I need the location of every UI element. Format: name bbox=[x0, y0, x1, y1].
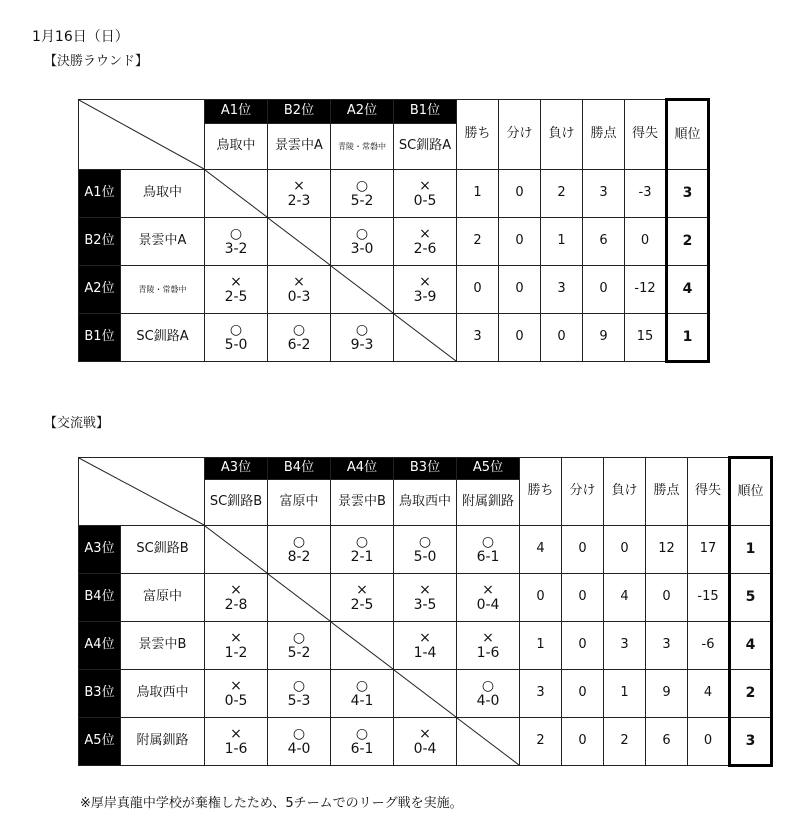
result-mark: × bbox=[230, 725, 242, 742]
match-result bbox=[394, 170, 457, 218]
result-mark: ○ bbox=[292, 321, 306, 338]
stat-cell: 9 bbox=[583, 314, 625, 362]
stat-cell: 1 bbox=[457, 170, 499, 218]
col-pos-header: A5位 bbox=[457, 458, 520, 480]
result-mark: × bbox=[419, 581, 431, 598]
corner-cell bbox=[79, 100, 205, 170]
stat-cell: 0 bbox=[562, 718, 604, 766]
result-score: 4-1 bbox=[350, 692, 374, 709]
result-score: 8-2 bbox=[287, 548, 311, 565]
match-result bbox=[205, 622, 268, 670]
stat-cell: 3 bbox=[520, 670, 562, 718]
col-team-name: 青陵・常磐中 bbox=[331, 124, 394, 170]
footnote: ※厚岸真龍中学校が棄権したため、5チームでのリーグ戦を実施。 bbox=[80, 796, 463, 811]
stat-cell: 2 bbox=[604, 718, 646, 766]
match-result bbox=[331, 170, 394, 218]
result-score: 0-4 bbox=[476, 596, 500, 613]
col-pos-header: A4位 bbox=[331, 458, 394, 480]
table-row bbox=[79, 526, 772, 574]
stat-cell: 6 bbox=[583, 218, 625, 266]
result-score: 4-0 bbox=[476, 692, 500, 709]
match-result bbox=[457, 670, 520, 718]
row-team-name: 青陵・常磐中 bbox=[121, 266, 205, 314]
stat-cell: 15 bbox=[625, 314, 667, 362]
result-mark: × bbox=[419, 273, 431, 290]
match-result bbox=[268, 670, 331, 718]
result-mark: ○ bbox=[292, 533, 306, 550]
col-pos-header: B3位 bbox=[394, 458, 457, 480]
stat-header: 負け bbox=[604, 458, 646, 526]
rank-cell: 1 bbox=[667, 314, 709, 362]
row-pos: A1位 bbox=[79, 170, 121, 218]
stat-header: 勝ち bbox=[520, 458, 562, 526]
row-team-name: 鳥取中 bbox=[121, 170, 205, 218]
final-round-title: 【決勝ラウンド】 bbox=[44, 54, 149, 69]
stat-cell: 0 bbox=[625, 218, 667, 266]
match-result bbox=[331, 314, 394, 362]
self-cell bbox=[394, 670, 457, 718]
row-pos: B2位 bbox=[79, 218, 121, 266]
rank-cell: 3 bbox=[667, 170, 709, 218]
result-mark: ○ bbox=[229, 225, 243, 242]
stat-header: 得失 bbox=[625, 100, 667, 170]
match-result bbox=[331, 526, 394, 574]
stat-cell: 0 bbox=[646, 574, 688, 622]
result-score: 5-0 bbox=[413, 548, 437, 565]
table-row bbox=[79, 266, 709, 314]
result-mark: ○ bbox=[355, 677, 369, 694]
result-score: 1-4 bbox=[413, 644, 437, 661]
stat-cell: 3 bbox=[457, 314, 499, 362]
row-pos: B1位 bbox=[79, 314, 121, 362]
stat-cell: 0 bbox=[457, 266, 499, 314]
stat-cell: 0 bbox=[562, 622, 604, 670]
match-result bbox=[205, 718, 268, 766]
result-score: 3-0 bbox=[350, 240, 374, 257]
table-row bbox=[79, 314, 709, 362]
result-score: 2-1 bbox=[350, 548, 374, 565]
result-score: 0-5 bbox=[224, 692, 248, 709]
result-mark: ○ bbox=[355, 225, 369, 242]
match-result bbox=[457, 622, 520, 670]
result-score: 1-6 bbox=[224, 740, 248, 757]
result-score: 0-5 bbox=[413, 192, 437, 209]
result-score: 2-8 bbox=[224, 596, 248, 613]
exchange-table bbox=[78, 456, 773, 767]
rank-cell: 4 bbox=[730, 622, 772, 670]
match-result bbox=[331, 718, 394, 766]
stat-cell: 1 bbox=[520, 622, 562, 670]
col-pos-header: B2位 bbox=[268, 100, 331, 124]
match-result bbox=[205, 218, 268, 266]
stat-cell: 0 bbox=[688, 718, 730, 766]
col-pos-header: A1位 bbox=[205, 100, 268, 124]
stat-header: 得失 bbox=[688, 458, 730, 526]
stat-header: 勝ち bbox=[457, 100, 499, 170]
result-mark: ○ bbox=[418, 533, 432, 550]
self-cell bbox=[457, 718, 520, 766]
result-mark: ○ bbox=[292, 725, 306, 742]
match-result bbox=[268, 718, 331, 766]
stat-header: 順位 bbox=[730, 458, 772, 526]
row-team-name: 富原中 bbox=[121, 574, 205, 622]
col-team-name: SC釧路A bbox=[394, 124, 457, 170]
stat-cell: 0 bbox=[499, 266, 541, 314]
result-mark: × bbox=[230, 581, 242, 598]
match-result bbox=[331, 670, 394, 718]
match-result bbox=[268, 526, 331, 574]
stat-cell: 0 bbox=[562, 574, 604, 622]
result-score: 2-5 bbox=[224, 288, 248, 305]
stat-cell: 9 bbox=[646, 670, 688, 718]
result-score: 6-2 bbox=[287, 336, 311, 353]
rank-cell: 3 bbox=[730, 718, 772, 766]
stat-cell: 2 bbox=[457, 218, 499, 266]
result-score: 3-9 bbox=[413, 288, 437, 305]
match-result bbox=[268, 266, 331, 314]
stat-cell: 0 bbox=[562, 670, 604, 718]
rank-cell: 1 bbox=[730, 526, 772, 574]
row-pos: A4位 bbox=[79, 622, 121, 670]
result-score: 3-5 bbox=[413, 596, 437, 613]
stat-cell: 3 bbox=[646, 622, 688, 670]
table-row bbox=[79, 670, 772, 718]
match-result bbox=[268, 622, 331, 670]
exchange-title: 【交流戦】 bbox=[44, 416, 110, 431]
self-cell bbox=[268, 218, 331, 266]
result-mark: ○ bbox=[292, 677, 306, 694]
stat-cell: 0 bbox=[499, 170, 541, 218]
col-team-name: 附属釧路 bbox=[457, 480, 520, 526]
result-mark: × bbox=[293, 273, 305, 290]
result-mark: × bbox=[356, 581, 368, 598]
table-row bbox=[79, 718, 772, 766]
stat-cell: 4 bbox=[688, 670, 730, 718]
result-mark: ○ bbox=[355, 533, 369, 550]
stat-cell: 1 bbox=[541, 218, 583, 266]
stat-cell: -12 bbox=[625, 266, 667, 314]
result-mark: × bbox=[419, 177, 431, 194]
stat-header: 勝点 bbox=[583, 100, 625, 170]
self-cell bbox=[394, 314, 457, 362]
stat-cell: 3 bbox=[604, 622, 646, 670]
stat-cell: -6 bbox=[688, 622, 730, 670]
result-score: 9-3 bbox=[350, 336, 374, 353]
rank-cell: 4 bbox=[667, 266, 709, 314]
result-mark: × bbox=[419, 725, 431, 742]
match-result bbox=[394, 266, 457, 314]
stat-cell: -3 bbox=[625, 170, 667, 218]
stat-cell: 3 bbox=[541, 266, 583, 314]
result-mark: × bbox=[293, 177, 305, 194]
result-score: 5-2 bbox=[350, 192, 374, 209]
stat-cell: -15 bbox=[688, 574, 730, 622]
result-mark: × bbox=[230, 273, 242, 290]
stat-cell: 1 bbox=[604, 670, 646, 718]
row-team-name: 附属釧路 bbox=[121, 718, 205, 766]
result-mark: × bbox=[419, 629, 431, 646]
row-pos: A3位 bbox=[79, 526, 121, 574]
row-team-name: 鳥取西中 bbox=[121, 670, 205, 718]
stat-cell: 0 bbox=[499, 218, 541, 266]
stat-cell: 4 bbox=[604, 574, 646, 622]
rank-cell: 5 bbox=[730, 574, 772, 622]
match-result bbox=[205, 314, 268, 362]
match-result bbox=[394, 622, 457, 670]
col-team-name: 鳥取西中 bbox=[394, 480, 457, 526]
row-team-name: SC釧路A bbox=[121, 314, 205, 362]
result-score: 2-3 bbox=[287, 192, 311, 209]
table-row bbox=[79, 574, 772, 622]
stat-cell: 6 bbox=[646, 718, 688, 766]
stat-cell: 0 bbox=[541, 314, 583, 362]
table-row bbox=[79, 170, 709, 218]
rank-cell: 2 bbox=[730, 670, 772, 718]
col-team-name: 景雲中B bbox=[331, 480, 394, 526]
final-round-table bbox=[78, 98, 710, 363]
result-score: 4-0 bbox=[287, 740, 311, 757]
match-result bbox=[457, 526, 520, 574]
result-score: 1-6 bbox=[476, 644, 500, 661]
table-row bbox=[79, 622, 772, 670]
result-score: 1-2 bbox=[224, 644, 248, 661]
stat-cell: 2 bbox=[541, 170, 583, 218]
result-mark: ○ bbox=[481, 533, 495, 550]
row-pos: A5位 bbox=[79, 718, 121, 766]
match-result bbox=[268, 170, 331, 218]
result-score: 3-2 bbox=[224, 240, 248, 257]
result-mark: ○ bbox=[355, 725, 369, 742]
result-score: 6-1 bbox=[350, 740, 374, 757]
stat-header: 分け bbox=[562, 458, 604, 526]
result-mark: ○ bbox=[355, 177, 369, 194]
stat-header: 勝点 bbox=[646, 458, 688, 526]
match-result bbox=[331, 574, 394, 622]
result-score: 0-4 bbox=[413, 740, 437, 757]
stat-header: 負け bbox=[541, 100, 583, 170]
stat-cell: 17 bbox=[688, 526, 730, 574]
col-team-name: 景雲中A bbox=[268, 124, 331, 170]
match-result bbox=[268, 314, 331, 362]
self-cell bbox=[268, 574, 331, 622]
result-mark: × bbox=[419, 225, 431, 242]
result-mark: ○ bbox=[292, 629, 306, 646]
self-cell bbox=[331, 622, 394, 670]
match-result bbox=[205, 266, 268, 314]
col-pos-header: A2位 bbox=[331, 100, 394, 124]
match-result bbox=[394, 218, 457, 266]
stat-cell: 2 bbox=[520, 718, 562, 766]
result-mark: ○ bbox=[481, 677, 495, 694]
col-team-name: SC釧路B bbox=[205, 480, 268, 526]
stat-cell: 12 bbox=[646, 526, 688, 574]
match-result bbox=[205, 670, 268, 718]
col-team-name: 富原中 bbox=[268, 480, 331, 526]
row-team-name: 景雲中B bbox=[121, 622, 205, 670]
match-result bbox=[394, 718, 457, 766]
stat-cell: 3 bbox=[583, 170, 625, 218]
result-mark: × bbox=[482, 629, 494, 646]
stat-cell: 0 bbox=[562, 526, 604, 574]
stat-header: 順位 bbox=[667, 100, 709, 170]
col-pos-header: B4位 bbox=[268, 458, 331, 480]
stat-header: 分け bbox=[499, 100, 541, 170]
result-mark: ○ bbox=[229, 321, 243, 338]
self-cell bbox=[205, 170, 268, 218]
result-score: 5-0 bbox=[224, 336, 248, 353]
match-result bbox=[394, 526, 457, 574]
row-pos: B4位 bbox=[79, 574, 121, 622]
result-score: 2-6 bbox=[413, 240, 437, 257]
self-cell bbox=[331, 266, 394, 314]
result-score: 5-2 bbox=[287, 644, 311, 661]
stat-cell: 0 bbox=[499, 314, 541, 362]
result-mark: × bbox=[230, 629, 242, 646]
result-mark: × bbox=[230, 677, 242, 694]
col-pos-header: A3位 bbox=[205, 458, 268, 480]
col-team-name: 鳥取中 bbox=[205, 124, 268, 170]
result-mark: ○ bbox=[355, 321, 369, 338]
stat-cell: 0 bbox=[604, 526, 646, 574]
stat-cell: 4 bbox=[520, 526, 562, 574]
match-result bbox=[394, 574, 457, 622]
stat-cell: 0 bbox=[520, 574, 562, 622]
stat-cell: 0 bbox=[583, 266, 625, 314]
result-mark: × bbox=[482, 581, 494, 598]
corner-cell bbox=[79, 458, 205, 526]
result-score: 0-3 bbox=[287, 288, 311, 305]
table-row bbox=[79, 218, 709, 266]
match-result bbox=[205, 574, 268, 622]
row-team-name: SC釧路B bbox=[121, 526, 205, 574]
self-cell bbox=[205, 526, 268, 574]
row-pos: A2位 bbox=[79, 266, 121, 314]
result-score: 2-5 bbox=[350, 596, 374, 613]
result-score: 6-1 bbox=[476, 548, 500, 565]
rank-cell: 2 bbox=[667, 218, 709, 266]
date-label: 1月16日（日） bbox=[32, 29, 129, 45]
row-team-name: 景雲中A bbox=[121, 218, 205, 266]
result-score: 5-3 bbox=[287, 692, 311, 709]
row-pos: B3位 bbox=[79, 670, 121, 718]
match-result bbox=[457, 574, 520, 622]
match-result bbox=[331, 218, 394, 266]
col-pos-header: B1位 bbox=[394, 100, 457, 124]
